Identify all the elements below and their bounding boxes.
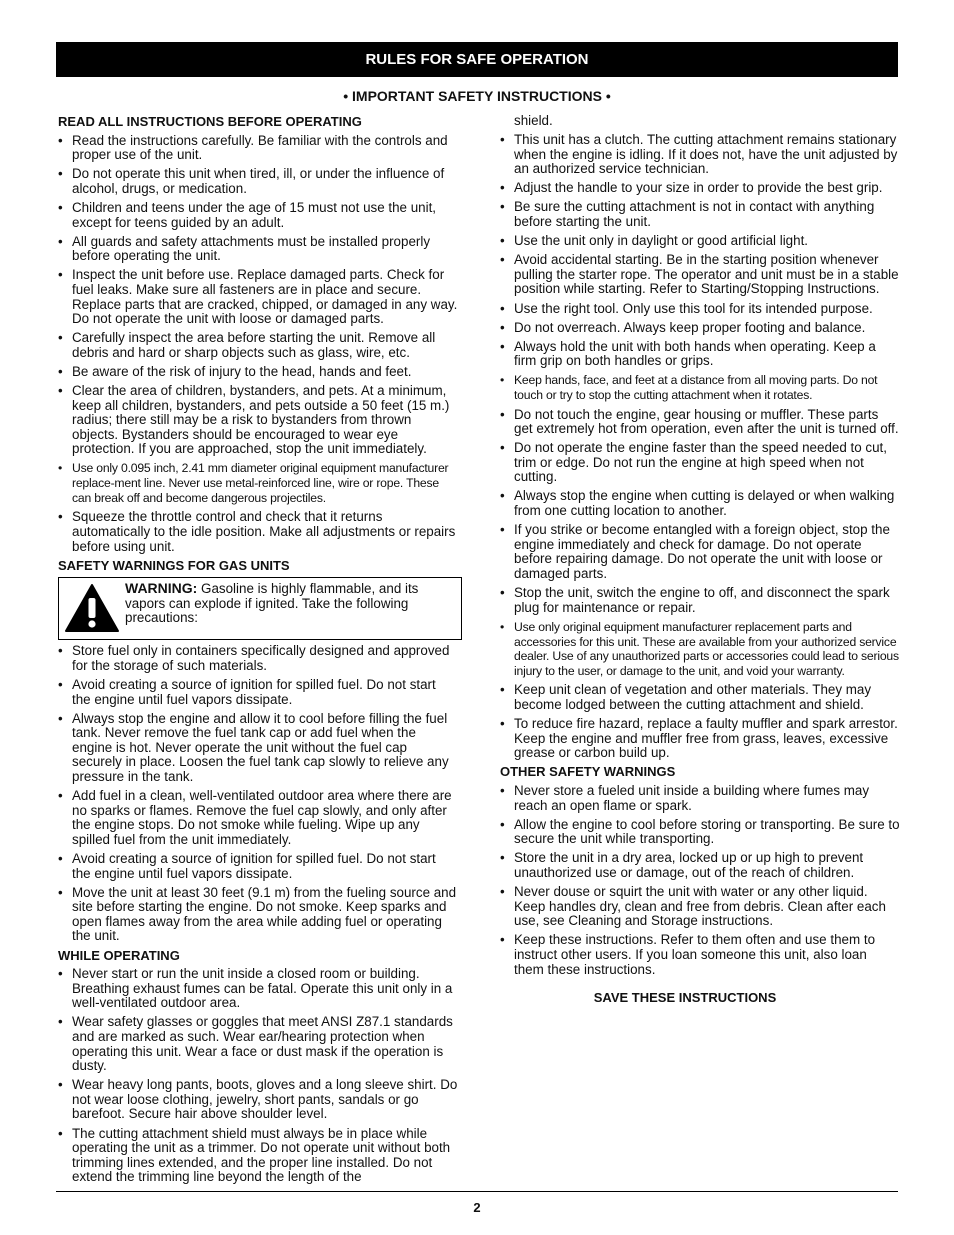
list-item: • Avoid creating a source of ignition for spilled fuel. Do not start the engine until fuel vapors dissipate. [58, 678, 458, 707]
list-item: • Keep unit clean of vegetation and other materials. They may become lodged between the cutting attachment and shield. [500, 683, 900, 712]
list-item: • Read the instructions carefully. Be familiar with the controls and proper use of the unit. [58, 134, 458, 163]
footer-divider [56, 1191, 898, 1192]
list-item: • Add fuel in a clean, well-ventilated outdoor area where there are no sparks or flames. Remove the fuel cap slowly, and only after the engine stops. Do not smoke while fueling. Wipe up any spilled fuel from the unit immediately. [58, 789, 458, 847]
list-item: • Wear safety glasses or goggles that meet ANSI Z87.1 standards and are marked as such. Wear ear/hearing protection when operating this unit. Wear a face or dust mask if the operation is dusty. [58, 1015, 458, 1073]
list-item: • Avoid accidental starting. Be in the starting position whenever pulling the starter rope. The operator and unit must be in a stable position while starting. Refer to Starting/Stopping Instructions. [500, 253, 900, 297]
section-title: RULES FOR SAFE OPERATION [365, 51, 589, 68]
list-item: • Keep hands, face, and feet at a distance from all moving parts. Do not touch or try to stop the cutting attachment when it rotates. [500, 373, 900, 403]
while-operating-heading: WHILE OPERATING [58, 947, 180, 963]
list-item: • Clear the area of children, bystanders, and pets. At a minimum, keep all children, bystanders, and pets outside a 50 feet (15 m.) radius; there still may be a risk to bystanders from thrown objects. Bystanders should be encouraged to wear eye protection. If you are approached, stop the unit immediately. [58, 384, 458, 457]
list-item: • Never store a fueled unit inside a building where fumes may reach an open flame or spark. [500, 784, 900, 813]
important-safety-subtitle: • IMPORTANT SAFETY INSTRUCTIONS • [343, 88, 611, 104]
list-item: • Do not overreach. Always keep proper footing and balance. [500, 321, 900, 336]
section-title-bar [56, 42, 898, 77]
list-item: • Use only original equipment manufacturer replacement parts and accessories for this unit. These are available from your authorized service dealer. Use of any unauthorized parts or accessories could lead to serious injury to the user, or damage to the unit, and void your warranty. [500, 620, 900, 679]
list-item: • Always stop the engine when cutting is delayed or when walking from one cutting location to another. [500, 489, 900, 518]
list-item: • Store the unit in a dry area, locked up or up high to prevent unauthorized use or damage, out of the reach of children. [500, 851, 900, 880]
list-item: • Stop the unit, switch the engine to off, and disconnect the spark plug for maintenance or repair. [500, 586, 900, 615]
list-item: • Do not touch the engine, gear housing or muffler. These parts get extremely hot from operation, even after the unit is turned off. [500, 408, 900, 437]
list-item: • Inspect the unit before use. Replace damaged parts. Check for fuel leaks. Make sure all fasteners are in place and secure. Replace parts that are cracked, chipped, or damaged in any way. Do not operate the unit with loose or damaged parts. [58, 268, 458, 326]
list-item: • Allow the engine to cool before storing or transporting. Be sure to secure the unit while transporting. [500, 818, 900, 847]
list-item: • Keep these instructions. Refer to them often and use them to instruct other users. If you loan someone this unit, also loan them these instructions. [500, 933, 900, 977]
list-item: • Use the right tool. Only use this tool for its intended purpose. [500, 302, 900, 317]
list-item: • Adjust the handle to your size in order to provide the best grip. [500, 181, 900, 196]
warning-box [58, 577, 462, 640]
list-item: • Squeeze the throttle control and check that it returns automatically to the idle position. Make all adjustments or repairs before using unit. [58, 510, 458, 554]
gas-units-heading: SAFETY WARNINGS FOR GAS UNITS [58, 557, 290, 573]
list-item-continued: shield. [514, 113, 553, 128]
gas-units-list [58, 644, 458, 944]
list-item: • Do not operate this unit when tired, ill, or under the influence of alcohol, drugs, or medication. [58, 167, 458, 196]
list-item: • Use only 0.095 inch, 2.41 mm diameter original equipment manufacturer replace-ment line. Never use metal-reinforced line, wire or rope. These can break off and become dangerous projectiles. [58, 461, 458, 505]
list-item: • If you strike or become entangled with a foreign object, stop the engine immediately and check for damage. Do not operate before repairing damage. Do not operate the unit with loose or damaged parts. [500, 523, 900, 581]
list-item: • Always hold the unit with both hands when operating. Keep a firm grip on both handles or grips. [500, 340, 900, 369]
list-item: • The cutting attachment shield must always be in place while operating the unit as a trimmer. Do not operate unit without both trimming lines extended, and the proper line installed. Do not extend the trimming line beyond the length of the [58, 1127, 458, 1185]
page-number: 2 [473, 1200, 481, 1215]
list-item: • Carefully inspect the area before starting the unit. Remove all debris and hard or sharp objects such as glass, wire, etc. [58, 331, 458, 360]
list-item: • Avoid creating a source of ignition for spilled fuel. Do not start the engine until fuel vapors dissipate. [58, 852, 458, 881]
list-item: • Be aware of the risk of injury to the head, hands and feet. [58, 365, 458, 380]
warning-body: Gasoline is highly flammable, and its vapors can explode if ignited. Take the following precautions: [125, 581, 419, 626]
left-column [58, 112, 458, 1189]
list-item: • To reduce fire hazard, replace a faulty muffler and spark arrestor. Keep the engine and muffler free from grass, leaves, excessive grease or carbon build up. [500, 717, 900, 761]
list-item: • This unit has a clutch. The cutting attachment remains stationary when the engine is idling. If it does not, have the unit adjusted by an authorized service technician. [500, 133, 900, 177]
while-operating-list [58, 967, 458, 1185]
save-instructions-note: SAVE THESE INSTRUCTIONS [593, 990, 777, 1006]
other-safety-heading: OTHER SAFETY WARNINGS [500, 764, 676, 780]
read-all-heading: READ ALL INSTRUCTIONS BEFORE OPERATING [58, 114, 362, 129]
right-column [500, 114, 900, 1006]
list-item: • Never douse or squirt the unit with water or any other liquid. Keep handles dry, clean and free from debris. Clean after each use, see Cleaning and Storage instructions. [500, 885, 900, 929]
list-item: • Always stop the engine and allow it to cool before filling the fuel tank. Never remove the fuel tank cap or add fuel when the engine is hot. Never operate the unit without the fuel cap securely in place. Loosen the fuel tank cap slowly to relieve any pressure in the tank. [58, 712, 458, 785]
list-item: • Be sure the cutting attachment is not in contact with anything before starting the unit. [500, 200, 900, 229]
list-item: • Never start or run the unit inside a closed room or building. Breathing exhaust fumes can be fatal. Operate this unit only in a well-ventilated outdoor area. [58, 967, 458, 1011]
while-operating-list-continued [500, 114, 900, 761]
read-all-list [58, 134, 458, 555]
other-safety-list [500, 784, 900, 977]
list-item: • Use the unit only in daylight or good artificial light. [500, 234, 900, 249]
warning-text [125, 581, 455, 626]
warning-triangle-icon [59, 581, 125, 633]
warning-label: WARNING: [125, 580, 198, 597]
list-item: • Store fuel only in containers specifically designed and approved for the storage of such materials. [58, 644, 458, 673]
list-item: • Wear heavy long pants, boots, gloves and a long sleeve shirt. Do not wear loose clothing, jewelry, short pants, sandals or go barefoot. Secure hair above shoulder level. [58, 1078, 458, 1122]
list-item: • Do not operate the engine faster than the speed needed to cut, trim or edge. Do not run the engine at high speed when not cutting. [500, 441, 900, 485]
list-item: • Move the unit at least 30 feet (9.1 m) from the fueling source and site before starting the engine. Do not smoke. Keep sparks and open flames away from the area while adding fuel or operating the unit. [58, 886, 458, 944]
list-item: • All guards and safety attachments must be installed properly before operating the unit. [58, 235, 458, 264]
list-item: • Children and teens under the age of 15 must not use the unit, except for teens guided by an adult. [58, 201, 458, 230]
